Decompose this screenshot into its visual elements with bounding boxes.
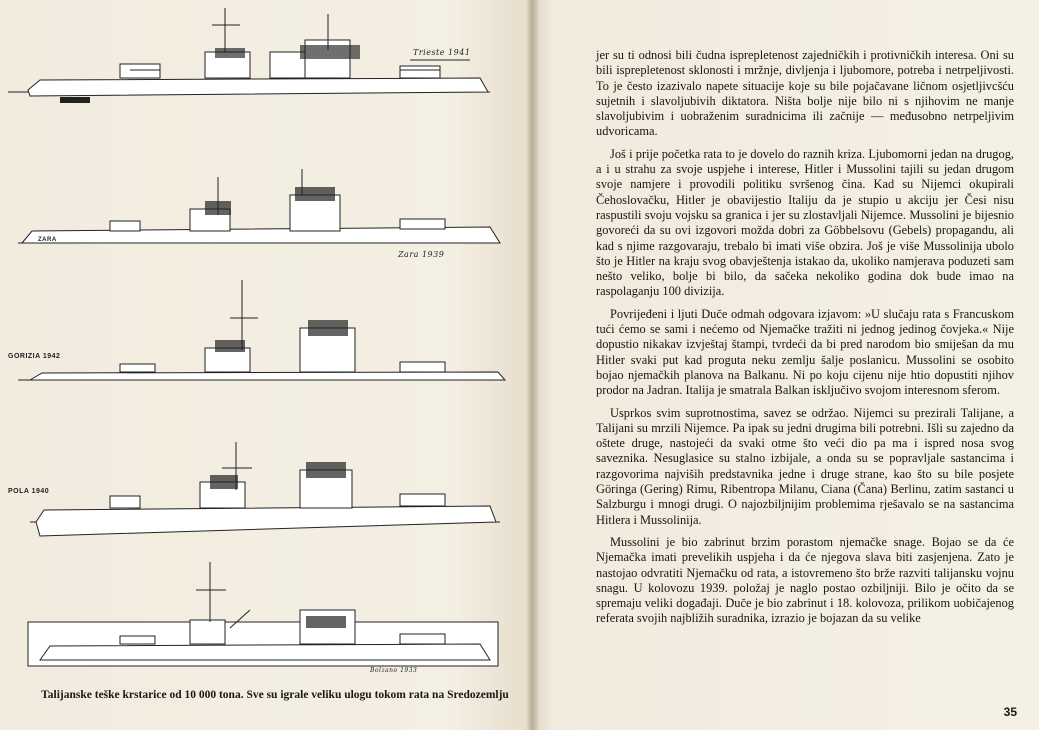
ship-label: Trieste 1941 — [413, 48, 471, 57]
paragraph: Usprkos svim suprotnostima, savez se održao. Nijemci su prezirali Talijane, a Talijani su mrzili Nijemce. Pa ipak su jedni drugima bili potrebni. Išli su zajedno da oštete druge, nastojeći da svaki otme što veći dio pa ma i ispred nosa svog saveznika. Nesuglasice su stalno izbijale, a onda su se popravljale sastancima i razgovorima najviših predstavnika jedne i druge strane, kao što su bile posjete Göringa (Gering) Rimu, Ribentropa Milanu, Ciana (Čana) Berlinu, zatim sastanci u Salzburgu i mnogi drugi. O najozbiljnijim problemima rješavalo se na sastancima Hitlera i Mussolinija. — [596, 405, 1014, 527]
paragraph: Mussolini je bio zabrinut brzim porastom njemačke snage. Bojao se da će Njemačka imati prevelikih uspjeha i da će njegova slava biti zasjenjena. Zato je nastojao odvratiti Njemačku od rata, a istovremeno što brže razviti talijansku vojnu snagu. U kolovozu 1939. položaj je naglo postao ozbiljniji. Bilo je očito da se spremaju veliki događaji. Duče je bio zabrinut i 18. kolovoza, prilikom uobičajenog referata svojih najbližih suradnika, izrazio je bojazan da su velike — [596, 534, 1014, 626]
ship-drawing-gorizia — [0, 278, 532, 393]
ship-label: Zara 1939 — [398, 250, 445, 259]
paragraph: jer su ti odnosi bili čudna isprepletenost zajedničkih i protivničkih interesa. Oni su bili isprepletenost sklonosti i mržnje, divljenja i ljubomore, potreba i netrpeljivosti. To je često izazivalo napete situacije koje su bile pojačavane ličnom osjetljivcšću sujetnih i slavoljubivih diktatora. Ništa bolje nije bilo ni s njihovim ne manje slavoljubivim i uobraženim suradnicima ili začnije — međusobno netrpeljivim udvoricama. — [596, 48, 1014, 139]
hull-mark: ZARA — [38, 237, 57, 243]
ship-drawing-zara — [0, 165, 532, 265]
page-number: 35 — [1003, 705, 1017, 719]
paragraph: Još i prije početka rata to je dovelo do raznih kriza. Ljubomorni jedan na drugog, a i u strahu za svoje uspjehe i interese, Hitler i Mussolini tajili su jedan drugom svoje namjere i provodili politiku svršenog čina. Kad su Nijemci okupirali Čehoslovačku, Hitler je obavijestio Italiju da je stupio u akciju jer Česi nisu raspustili svoju vojsku sa granica i jer su zlostavljali Nijemce. Mussolini je bijesnio govoreći da su ovi izgovori možda dobri za Göbbelsovu (Gebels) propagandu, ali kad s njime razgovaraju, trebalo bi imati više obzira. Još je više Mussolinija ubolo što je Hitler na kraju svog obavještenja istakao da, ukoliko namjerava poduzeti sam nešto veliko, bolje bi bilo, da sačeka nekoliko godina dok bude imao na raspolaganju 100 divizija. — [596, 146, 1014, 299]
ship-drawing-pola — [0, 440, 532, 550]
ship-label: POLA 1940 — [8, 488, 50, 495]
ship-drawing-bolzano — [0, 560, 532, 680]
paragraph: Povrijeđeni i ljuti Duče odmah odgovara izjavom: »U slučaju rata s Francuskom tući ćemo se sami i nećemo od Njemačke tražiti ni jednog jedinog čovjeka.« Nije dopustio nikakav izvještaj štampi, tvrdeći da bi pred narodom bio smiješan da mu Hitler svaki put kad proguta neku zemlju šalje poslanicu. Mussolini se osobito bojao njemačkih planova na Balkanu. Ni po koju cijenu nije htio dopustiti njihov prodor na Jadran. Italija je smatrala Balkan isključivo svojom interesnom sferom. — [596, 306, 1014, 398]
figure-caption: Talijanske teške krstarice od 10 000 tona. Sve su igrale veliku ulogu tokom rata na Sredozemlju — [41, 689, 509, 701]
body-text — [596, 48, 1014, 634]
ship-label: Bolzano 1933 — [370, 667, 418, 674]
ship-drawing-trieste — [0, 0, 532, 118]
ship-label: GORIZIA 1942 — [8, 353, 61, 360]
